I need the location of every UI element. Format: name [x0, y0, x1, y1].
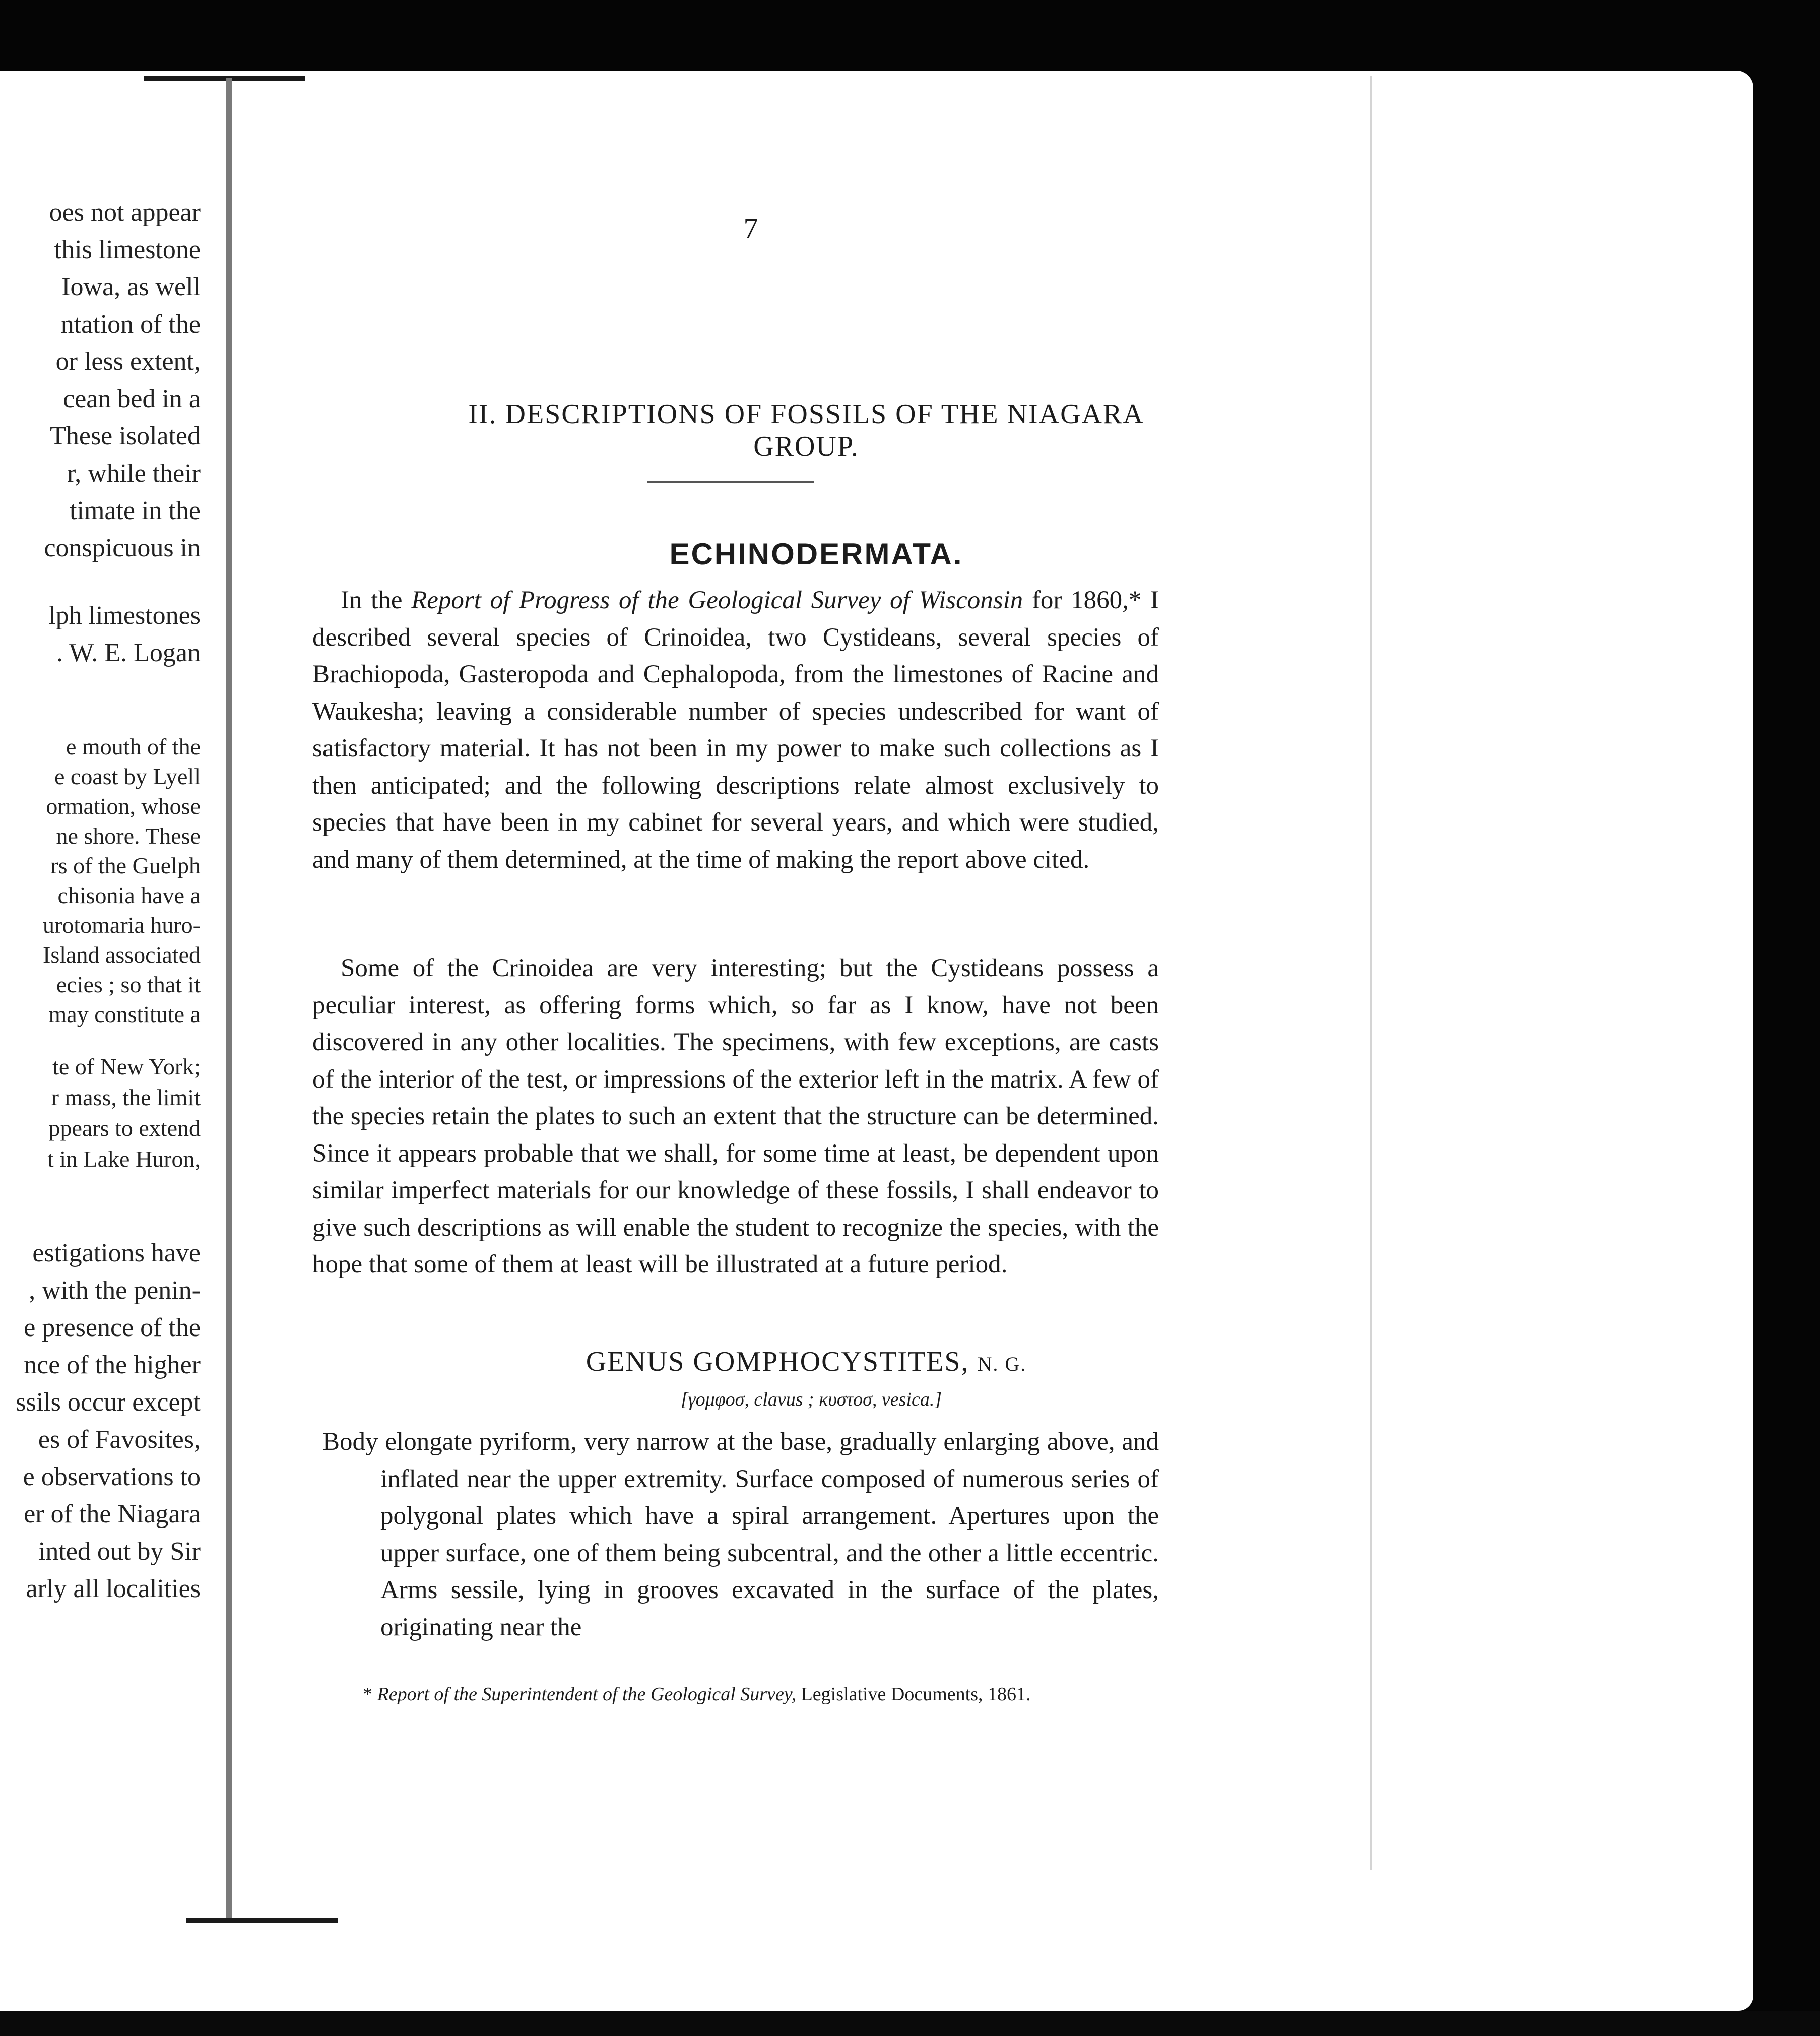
genus-etymology: [γομφοσ, clavus ; κυστοσ, vesica.]: [680, 1389, 942, 1410]
genus-description: Body elongate pyriform, very narrow at the base, gradually enlarging above, and inflated near the upper extremity. Surface composed of numerous series of polygonal plates which have a spiral arrangement. Apertures upon the upper surface, one of them being subcentral, and the other a little eccentric. Arms sessile, lying in grooves excavated in the surface of the plates, originating near the: [322, 1428, 1159, 1641]
left-page-line: . W. E. Logan: [56, 639, 201, 667]
left-page-line: ne shore. These: [56, 823, 201, 849]
para-rest: for 1860,* I described several species of Crinoidea, two Cystideans, several species of Brachiopoda, Gasteropoda and Cephalopoda, from the limestones of Racine and Waukesha; leaving a considerable number of species undescribed for want of satisfactory material. It has not been in my power to make such collections as I then anticipated; and the following descriptions relate almost exclusively to species that have been in my cabinet for several years, and which were studied, and many of them determined, at the time of making the report above cited.: [312, 586, 1159, 874]
left-page-line: te of New York;: [52, 1054, 201, 1079]
left-page-line: t in Lake Huron,: [47, 1146, 201, 1172]
left-page-line: e coast by Lyell: [54, 764, 201, 789]
left-page-line: may constitute a: [48, 1001, 201, 1027]
left-page-line: rs of the Guelph: [50, 853, 201, 878]
intro-paragraph: [312, 582, 1159, 878]
footnote-title: Report of the Superintendent of the Geological Survey,: [377, 1684, 797, 1705]
genus-title: [433, 1346, 1179, 1378]
footnote-rest: Legislative Documents, 1861.: [796, 1684, 1031, 1705]
left-page-line: chisonia have a: [57, 882, 201, 908]
left-page-line: lph limestones: [48, 601, 201, 630]
left-page-line: ecies ; so that it: [56, 972, 201, 997]
right-page: [242, 71, 1371, 1925]
divider-rule: [647, 481, 814, 483]
left-page-line: ppears to extend: [48, 1115, 201, 1141]
section-title: II. DESCRIPTIONS OF FOSSILS OF THE NIAGARA GROUP.: [468, 399, 1144, 462]
left-page-line: this limestone: [54, 235, 201, 264]
left-page-line: , with the penin-: [29, 1276, 201, 1305]
left-page-line: nce of the higher: [24, 1351, 201, 1379]
second-paragraph: Some of the Crinoidea are very interesting; but the Cystideans possess a peculiar interest, as offering forms which, so far as I know, have not been discovered in any other localities. The specimens, with few exceptions, are casts of the interior of the test, or impressions of the exterior left in the matrix. A few of the species retain the plates to such an extent that the structure can be determined. Since it appears probable that we shall, for some time at least, be dependent upon similar imperfect materials for our knowledge of these fossils, I shall endeavor to give such descriptions as will enable the student to recognize the species, with the hope that some of them at least will be illustrated at a future period.: [312, 954, 1159, 1279]
left-page-line: oes not appear: [49, 198, 201, 227]
left-page-line: or less extent,: [55, 347, 201, 376]
footnote-marker: *: [363, 1684, 372, 1705]
page-number: 7: [743, 212, 758, 245]
bottom-border: [0, 2011, 1820, 2036]
report-title: Report of Progress of the Geological Survey of Wisconsin: [411, 586, 1023, 614]
left-page-line: estigations have: [32, 1239, 201, 1267]
footnote: [363, 1683, 1219, 1705]
left-page-line: er of the Niagara: [24, 1500, 201, 1529]
left-page-line: Island associated: [43, 942, 201, 968]
left-page-line: inted out by Sir: [38, 1537, 201, 1566]
left-page-line: conspicuous in: [44, 534, 201, 562]
left-page-line: r mass, the limit: [51, 1085, 201, 1110]
left-page-line: e presence of the: [24, 1313, 201, 1342]
left-page-line: urotomaria huro-: [43, 912, 201, 938]
left-page-line: ntation of the: [60, 310, 201, 339]
left-page-line: ssils occur except: [16, 1388, 201, 1417]
class-title: ECHINODERMATA.: [669, 537, 963, 571]
left-page-line: cean bed in a: [63, 385, 201, 413]
left-page-line: These isolated: [50, 422, 201, 451]
para-start: In the: [341, 586, 412, 614]
left-page-line: Iowa, as well: [61, 273, 201, 301]
left-page-line: arly all localities: [26, 1574, 201, 1603]
genus-name: GENUS GOMPHOCYSTITES,: [586, 1346, 969, 1377]
left-facing-page: [0, 71, 237, 1935]
left-page-line: es of Favosites,: [38, 1425, 201, 1454]
left-page-line: e observations to: [23, 1462, 201, 1491]
left-page-line: e mouth of the: [66, 734, 201, 759]
left-page-line: r, while their: [67, 459, 201, 488]
left-page-line: timate in the: [70, 496, 201, 525]
left-page-line: ormation, whose: [46, 793, 201, 819]
genus-ng: N. G.: [977, 1353, 1027, 1375]
book-gutter: [226, 78, 232, 1923]
